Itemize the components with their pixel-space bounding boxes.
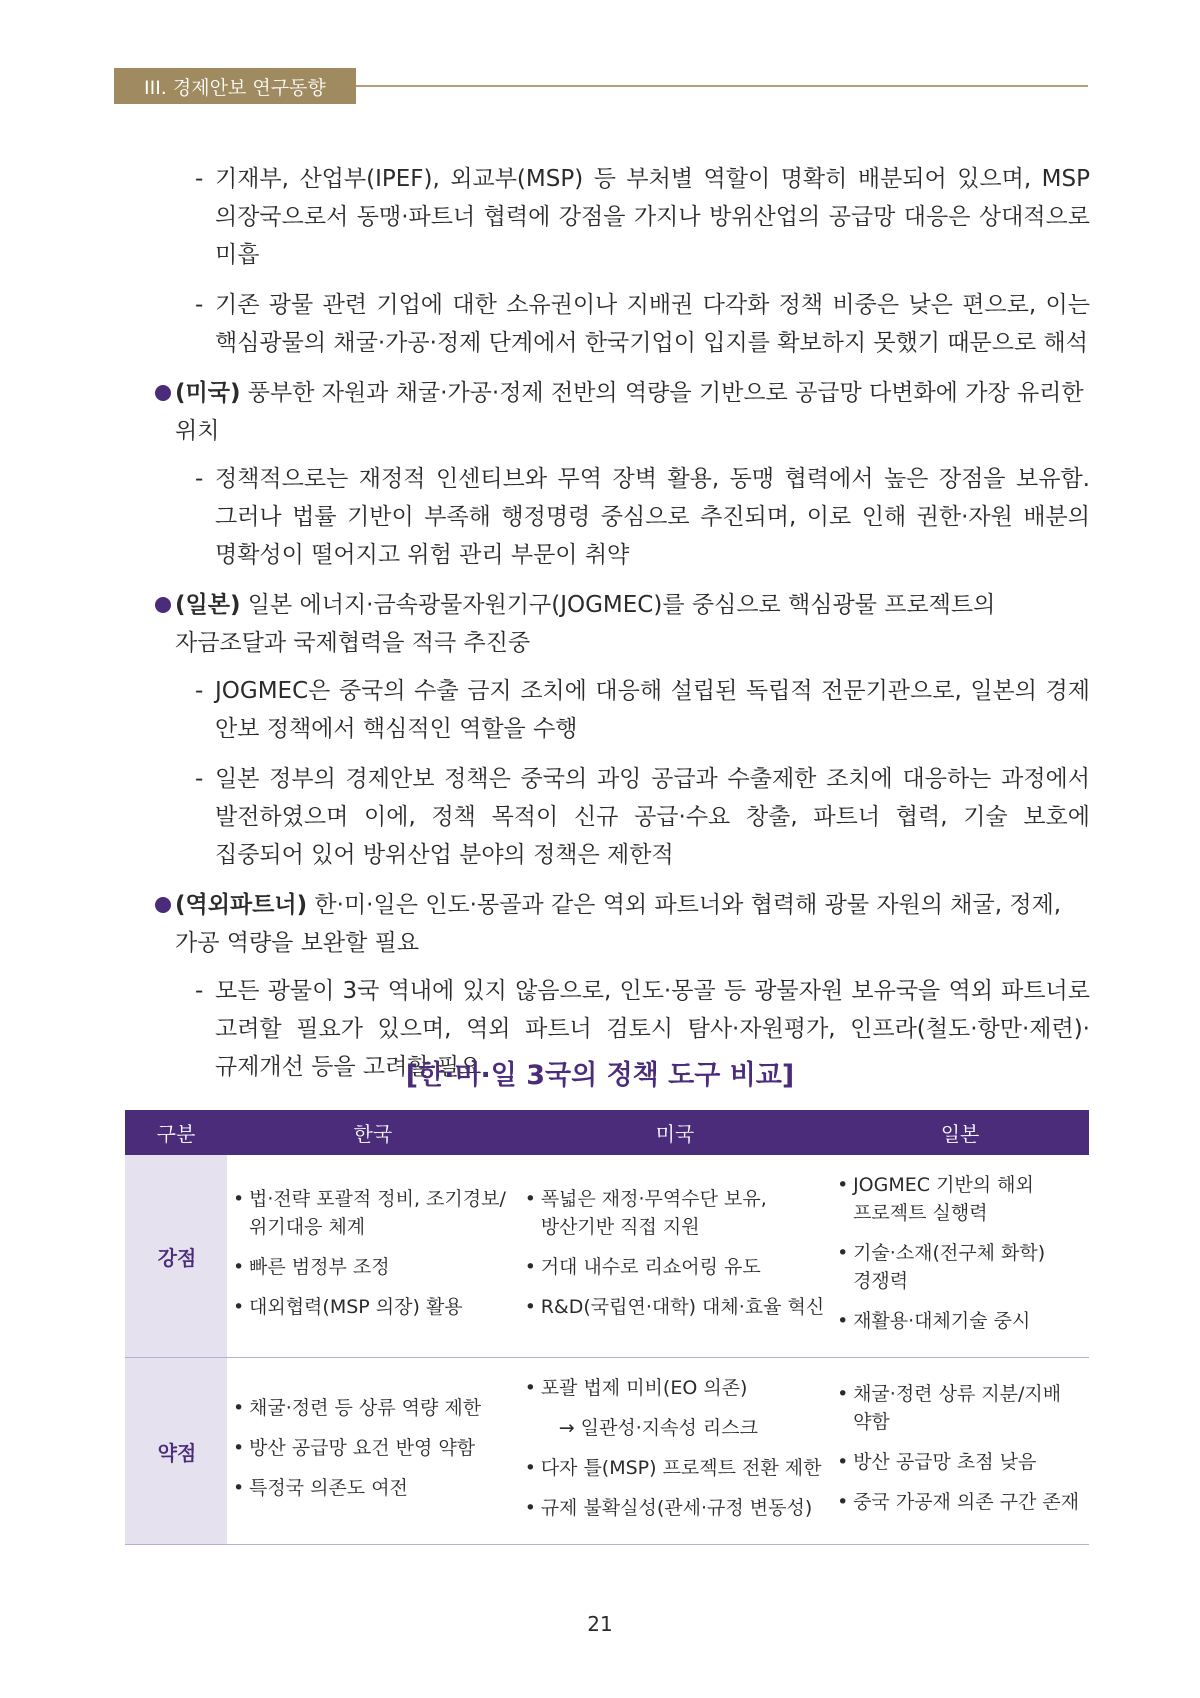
table-title: [한·미·일 3국의 정책 도구 비교] (405, 1060, 795, 1091)
list-item: • R&D(국립연·대학) 대체·효율 혁신 (524, 1296, 825, 1318)
bullet-dot-icon (155, 897, 171, 913)
header-category: 구분 (125, 1110, 227, 1155)
bullet-dot-icon (155, 385, 171, 401)
cell-usa-weaknesses (519, 1358, 831, 1545)
list-item: • 채굴·정련 상류 지분/지배 약함 (837, 1383, 1062, 1433)
bullet-tag: (일본) (175, 592, 241, 618)
header-divider (356, 85, 1088, 87)
sub-item: - 정책적으로는 재정적 인센티브와 무역 장벽 활용, 동맹 협력에서 높은 장점을 보유함. 그러나 법률 기반이 부족해 행정명령 중심으로 추진되며, 이로 인해 권한·자원 배분의 명확성이 떨어지고 위험 관리 부문이 취약 (195, 466, 1090, 568)
cell-japan-strengths (831, 1155, 1089, 1358)
header-usa: 미국 (519, 1110, 831, 1155)
list-item: • 방산 공급망 초점 낮음 (837, 1451, 1037, 1473)
list-item: • 채굴·정련 등 상류 역량 제한 (233, 1397, 482, 1419)
list-item: • 특정국 의존도 여전 (233, 1477, 408, 1499)
list-item: • 재활용·대체기술 중시 (837, 1310, 1031, 1332)
list-item: • 법·전략 포괄적 정비, 조기경보/위기대응 체계 (233, 1188, 506, 1238)
sub-item-text: 정책적으로는 재정적 인센티브와 무역 장벽 활용, 동맹 협력에서 높은 장점을 보유함. 그러나 법률 기반이 부족해 행정명령 중심으로 추진되며, 이로 인해 권한·자원 배분의 명확성이 떨어지고 위험 관리 부문이 취약 (215, 466, 1090, 568)
comparison-table (125, 1110, 1089, 1545)
section-header-label: III. 경제안보 연구동향 (144, 76, 326, 99)
sub-item-text: JOGMEC은 중국의 수출 금지 조치에 대응해 설립된 독립적 전문기관으로, 일본의 경제 안보 정책에서 핵심적인 역할을 수행 (215, 678, 1090, 742)
bullet-text: 한·미·일은 인도·몽골과 같은 역외 파트너와 협력해 광물 자원의 채굴, 정제, 가공 역량을 보완할 필요 (175, 892, 1062, 956)
bullet-tag: (역외파트너) (175, 892, 308, 918)
table-header-row (125, 1110, 1089, 1155)
cell-korea-weaknesses (227, 1358, 519, 1545)
list-item: • 대외협력(MSP 의장) 활용 (233, 1296, 463, 1318)
cell-usa-strengths (519, 1155, 831, 1358)
bullet-text: 일본 에너지·금속광물자원기구(JOGMEC)를 중심으로 핵심광물 프로젝트의 자금조달과 국제협력을 적극 추진중 (175, 592, 996, 656)
page-number: 21 (587, 1612, 613, 1636)
list-item: • 중국 가공재 의존 구간 존재 (837, 1491, 1080, 1513)
list-item: → 일관성·지속성 리스크 (558, 1417, 758, 1439)
section-header (114, 68, 356, 104)
list-item: • 다자 틀(MSP) 프로젝트 전환 제한 (524, 1457, 822, 1479)
bullet-partners (155, 886, 1090, 962)
list-item: • 기술·소재(전구체 화학) 경쟁력 (837, 1242, 1046, 1292)
list-item: • 거대 내수로 리쇼어링 유도 (524, 1256, 761, 1278)
sub-item-text: 모든 광물이 3국 역내에 있지 않음으로, 인도·몽골 등 광물자원 보유국을 역외 파트너로 고려할 필요가 있으며, 역외 파트너 검토시 탐사·자원평가, 인프라(철도·항만·제련)·규제개선 등을 고려할 필요 (215, 978, 1090, 1080)
table-row-weaknesses (125, 1358, 1089, 1545)
sub-item: - 모든 광물이 3국 역내에 있지 않음으로, 인도·몽골 등 광물자원 보유국을 역외 파트너로 고려할 필요가 있으며, 역외 파트너 검토시 탐사·자원평가, 인프라(철도·항만·제련)·규제개선 등을 고려할 필요 (195, 978, 1090, 1080)
bullet-tag: (미국) (175, 380, 241, 406)
header-korea: 한국 (227, 1110, 519, 1155)
body-content (155, 160, 1090, 1098)
list-item: • 포괄 법제 미비(EO 의존) (524, 1377, 748, 1399)
bullet-dot-icon (155, 597, 171, 613)
row-label-strengths: 강점 (125, 1155, 227, 1358)
list-item: • 규제 불확실성(관세·규정 변동성) (524, 1497, 813, 1519)
bullet-usa (155, 374, 1090, 450)
list-item: • 방산 공급망 요건 반영 약함 (233, 1437, 476, 1459)
sub-item-text: 일본 정부의 경제안보 정책은 중국의 과잉 공급과 수출제한 조치에 대응하는 과정에서 발전하였으며 이에, 정책 목적이 신규 공급·수요 창출, 파트너 협력, 기술 보호에 집중되어 있어 방위산업 분야의 정책은 제한적 (215, 766, 1090, 868)
sub-item: - 기존 광물 관련 기업에 대한 소유권이나 지배권 다각화 정책 비중은 낮은 편으로, 이는 핵심광물의 채굴·가공·정제 단계에서 한국기업이 입지를 확보하지 못했기 때문으로 해석 (195, 292, 1090, 356)
list-item: • JOGMEC 기반의 해외 프로젝트 실행력 (837, 1174, 1034, 1224)
sub-item: - JOGMEC은 중국의 수출 금지 조치에 대응해 설립된 독립적 전문기관으로, 일본의 경제 안보 정책에서 핵심적인 역할을 수행 (195, 678, 1090, 742)
sub-item: - 기재부, 산업부(IPEF), 외교부(MSP) 등 부처별 역할이 명확히 배분되어 있으며, MSP 의장국으로서 동맹·파트너 협력에 강점을 가지나 방위산업의 공급망 대응은 상대적으로 미흡 (195, 166, 1090, 268)
sub-item-text: 기재부, 산업부(IPEF), 외교부(MSP) 등 부처별 역할이 명확히 배분되어 있으며, MSP 의장국으로서 동맹·파트너 협력에 강점을 가지나 방위산업의 공급망 대응은 상대적으로 미흡 (215, 166, 1090, 268)
cell-japan-weaknesses (831, 1358, 1089, 1545)
bullet-japan (155, 586, 1090, 662)
header-japan: 일본 (831, 1110, 1089, 1155)
list-item: • 빠른 범정부 조정 (233, 1256, 390, 1278)
sub-item: - 일본 정부의 경제안보 정책은 중국의 과잉 공급과 수출제한 조치에 대응하는 과정에서 발전하였으며 이에, 정책 목적이 신규 공급·수요 창출, 파트너 협력, 기술 보호에 집중되어 있어 방위산업 분야의 정책은 제한적 (195, 766, 1090, 868)
bullet-text: 풍부한 자원과 채굴·가공·정제 전반의 역량을 기반으로 공급망 다변화에 가장 유리한 위치 (175, 380, 1084, 444)
table-row-strengths (125, 1155, 1089, 1358)
list-item: • 폭넓은 재정·무역수단 보유, 방산기반 직접 지원 (524, 1188, 767, 1238)
row-label-weaknesses: 약점 (125, 1358, 227, 1545)
cell-korea-strengths (227, 1155, 519, 1358)
sub-item-text: 기존 광물 관련 기업에 대한 소유권이나 지배권 다각화 정책 비중은 낮은 편으로, 이는 핵심광물의 채굴·가공·정제 단계에서 한국기업이 입지를 확보하지 못했기 때문으로 해석 (215, 292, 1090, 356)
